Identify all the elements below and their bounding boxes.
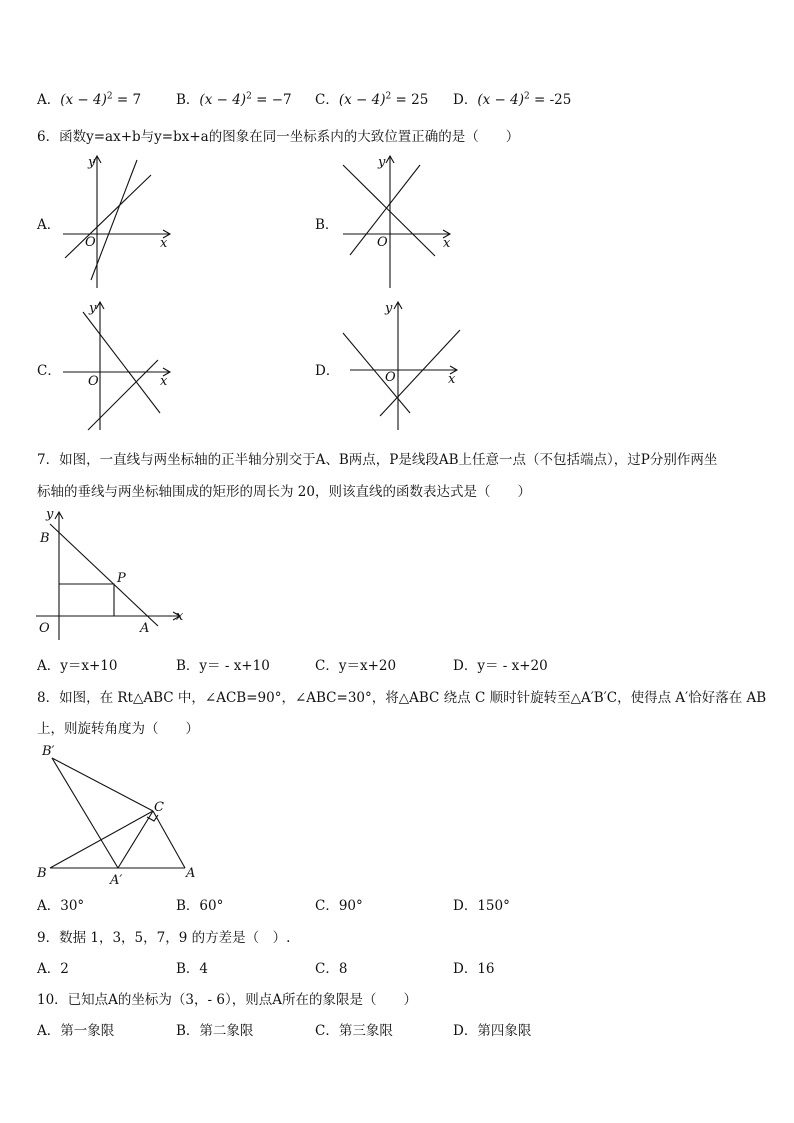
q6-a-line-2 (91, 160, 137, 280)
q5-option-d: D．$(x - 4)^2 = -25$ (453, 91, 572, 108)
q6-c-y-label: y (89, 301, 97, 316)
q7-stem-line-2: 标轴的垂线与两坐标轴围成的矩形的周长为 20，则该直线的函数表达式是（ ） (37, 484, 531, 500)
q10-option-a: A．第一象限 (37, 1023, 115, 1039)
q8-option-c: C．90° (315, 898, 363, 914)
q6-graph-d (335, 298, 465, 438)
q6-c-x-label: x (160, 374, 168, 389)
q5-option-b: B．$(x - 4)^2 = -7$ (176, 91, 292, 108)
q7-figure (30, 502, 200, 647)
q8-option-a: A．30° (37, 898, 85, 914)
q9-option-a: A．2 (37, 961, 69, 977)
q8-bprime-label: B′ (42, 744, 55, 759)
q6-option-d-letter: D． (315, 363, 340, 379)
q6-b-origin: O (377, 235, 388, 250)
q7-option-a: A．y＝x+10 (37, 658, 118, 674)
q9-option-c: C．8 (315, 961, 348, 977)
q5-option-c: C．$(x - 4)^2 = 25$ (315, 91, 429, 108)
q7-x-label: x (176, 609, 184, 624)
q8-figure (30, 738, 210, 888)
q6-a-x-label: x (160, 236, 168, 251)
q6-option-a-letter: A． (37, 217, 61, 233)
q7-line-ab (50, 524, 158, 626)
q10-option-c: C．第三象限 (315, 1023, 393, 1039)
q6-option-c-letter: C． (37, 363, 61, 379)
q8-aprime-label: A′ (110, 873, 123, 888)
q6-b-x-label: x (443, 236, 451, 251)
q9-option-b: B．4 (176, 961, 209, 977)
q8-option-d: D．150° (453, 898, 510, 914)
q6-b-line-1 (343, 165, 435, 256)
q5-option-a-expr: (x − 4) (60, 92, 107, 108)
q8-b-label: B (37, 866, 47, 881)
q7-b-label: B (40, 531, 50, 546)
q8-stem-line-2: 上，则旋转角度为（ ） (37, 721, 199, 737)
q8-stem-line-1: 8．如图，在 Rt△ABC 中，∠ACB=90°，∠ABC=30°，将△ABC 绕点 C 顺时针旋转至△A′B′C，使得点 A′恰好落在 AB (37, 690, 767, 706)
q10-option-d: D．第四象限 (453, 1023, 532, 1039)
q7-a-label: A (140, 621, 150, 636)
q8-a-label: A (186, 866, 196, 881)
q6-d-y-label: y (385, 301, 393, 316)
q7-stem-line-1: 7．如图，一直线与两坐标轴的正半轴分别交于A、B两点，P是线段AB上任意一点（不包括端点），过P分别作两坐 (37, 452, 718, 468)
q6-graph-c (55, 298, 185, 438)
q7-option-c: C．y＝x+20 (315, 658, 397, 674)
q6-c-line-2 (88, 360, 158, 430)
q8-option-b: B．60° (176, 898, 224, 914)
q10-stem: 10．已知点A的坐标为（3，- 6），则点A所在的象限是（ ） (37, 992, 417, 1008)
q9-option-d: D．16 (453, 961, 495, 977)
q6-d-line-1 (343, 333, 410, 413)
q6-d-x-label: x (448, 372, 456, 387)
q7-y-label: y (46, 507, 54, 522)
q6-a-y-label: y (88, 155, 96, 170)
q6-stem: 6．函数y=ax+b与y=bx+a的图象在同一坐标系内的大致位置正确的是（ ） (37, 129, 520, 145)
q10-option-b: B．第二象限 (176, 1023, 254, 1039)
q9-stem: 9．数据 1，3，5，7，9 的方差是（ ）. (37, 930, 291, 946)
q6-option-b-letter: B． (315, 217, 339, 233)
q7-o-label: O (39, 621, 50, 636)
q5-option-a: A．$(x - 4)^2 = 7$ (37, 91, 142, 108)
q6-a-line-1 (65, 175, 151, 258)
q6-graph-a (55, 150, 185, 295)
q7-p-label: P (117, 571, 126, 586)
q5-option-a-exp: 2 (106, 91, 113, 102)
q6-a-origin: O (85, 235, 96, 250)
q7-rectangle (59, 584, 114, 616)
q8-c-label: C (154, 800, 164, 815)
q6-c-origin: O (88, 374, 99, 389)
q6-graph-b (335, 150, 465, 295)
q6-d-origin: O (385, 370, 396, 385)
q7-option-d: D．y＝ - x+20 (453, 658, 548, 674)
q6-c-line-1 (83, 312, 160, 413)
q7-option-b: B．y＝ - x+10 (176, 658, 270, 674)
q6-b-y-label: y (378, 155, 386, 170)
